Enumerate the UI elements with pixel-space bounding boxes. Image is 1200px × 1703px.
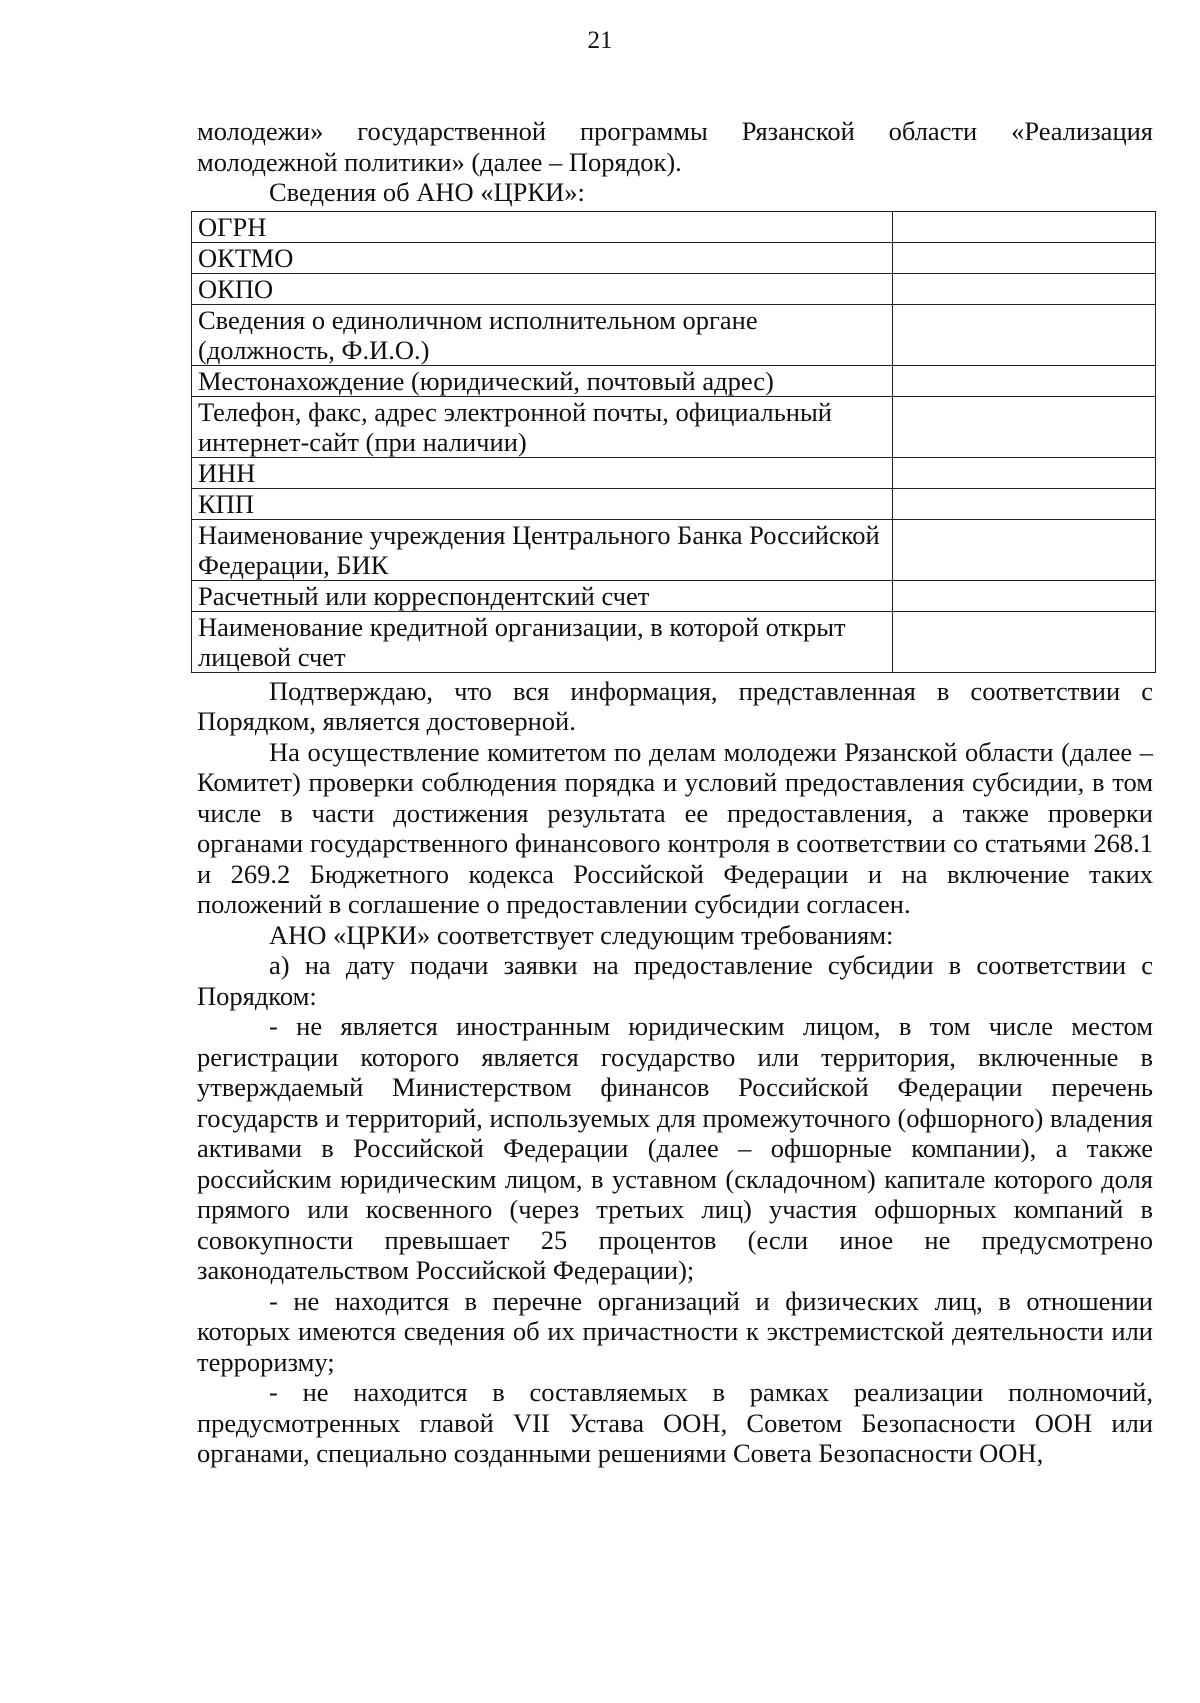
info-table-label: Наименование кредитной организации, в которой открыт лицевой счет (192, 611, 893, 672)
info-table-value (893, 396, 1156, 457)
info-table-label: ИНН (192, 457, 893, 488)
info-table-row (192, 211, 1156, 242)
info-table-label: КПП (192, 488, 893, 519)
info-table-value (893, 580, 1156, 611)
info-table-value (893, 304, 1156, 365)
info-table-row (192, 580, 1156, 611)
page-number: 21 (587, 27, 613, 54)
document-body (197, 116, 1153, 1469)
info-table-row (192, 273, 1156, 304)
info-table-label: ОКПО (192, 273, 893, 304)
info-table-row (192, 396, 1156, 457)
requirement-bullet-offshore: - не является иностранным юридическим лицом, в том числе местом регистрации которого является государство или территория, включенные в утверждаемый Министерством финансов Российской Федерации перечень государств и территорий, используемых для промежуточного (офшорного) владения активами в Российской Федерации (далее – офшорные компании), а также российским юридическим лицом, в уставном (складочном) капитале которого доля прямого или косвенного (через третьих лиц) участия офшорных компаний в совокупности превышает 25 процентов (если иное не предусмотрено законодательством Российской Федерации); (197, 1011, 1153, 1285)
info-table-row (192, 304, 1156, 365)
requirement-bullet-un-lists: - не находится в составляемых в рамках реализации полномочий, предусмотренных главой VII Устава ООН, Советом Безопасности ООН или органами, специально созданными решениями Совета Безопасности ООН, (197, 1377, 1153, 1468)
info-table-label: Сведения о единоличном исполнительном органе (должность, Ф.И.О.) (192, 304, 893, 365)
info-table-label: ОКТМО (192, 242, 893, 273)
info-table-label: Телефон, факс, адрес электронной почты, официальный интернет-сайт (при наличии) (192, 396, 893, 457)
requirement-bullet-extremism: - не находится в перечне организаций и физических лиц, в отношении которых имеются сведения об их причастности к экстремистской деятельности или терроризму; (197, 1285, 1153, 1377)
info-table-label: ОГРН (192, 211, 893, 242)
info-table-value (893, 211, 1156, 242)
info-table-label: Местонахождение (юридический, почтовый адрес) (192, 365, 893, 396)
confirmation-paragraph: Подтверждаю, что вся информация, представленная в соответствии с Порядком, является достоверной. (197, 675, 1153, 736)
info-table-value (893, 273, 1156, 304)
info-table-value (893, 488, 1156, 519)
organization-info-table (191, 211, 1156, 673)
info-table-label: Расчетный или корреспондентский счет (192, 580, 893, 611)
info-table-row (192, 488, 1156, 519)
info-table-row (192, 242, 1156, 273)
info-table-value (893, 611, 1156, 672)
intro-continuation: молодежи» государственной программы Рязанской области «Реализация молодежной политики» (далее – Порядок). (197, 116, 1153, 177)
info-table-label: Наименование учреждения Центрального Банка Российской Федерации, БИК (192, 519, 893, 580)
info-table-row (192, 457, 1156, 488)
info-table-value (893, 242, 1156, 273)
requirements-intro: АНО «ЦРКИ» соответствует следующим требованиям: (269, 919, 894, 950)
info-table-row (192, 611, 1156, 672)
requirement-item-a: а) на дату подачи заявки на предоставление субсидии в соответствии с Порядком: (197, 950, 1153, 1011)
info-table-value (893, 457, 1156, 488)
table-heading: Сведения об АНО «ЦРКИ»: (269, 177, 585, 207)
consent-paragraph: На осуществление комитетом по делам молодежи Рязанской области (далее – Комитет) проверки соблюдения порядка и условий предоставления субсидии, в том числе в части достижения результата ее предоставления, а также проверки органами государственного финансового контроля в соответствии со статьями 268.1 и 269.2 Бюджетного кодекса Российской Федерации и на включение таких положений в соглашение о предоставлении субсидии согласен. (197, 736, 1153, 919)
info-table-value (893, 519, 1156, 580)
info-table-value (893, 365, 1156, 396)
info-table-row (192, 365, 1156, 396)
info-table-row (192, 519, 1156, 580)
